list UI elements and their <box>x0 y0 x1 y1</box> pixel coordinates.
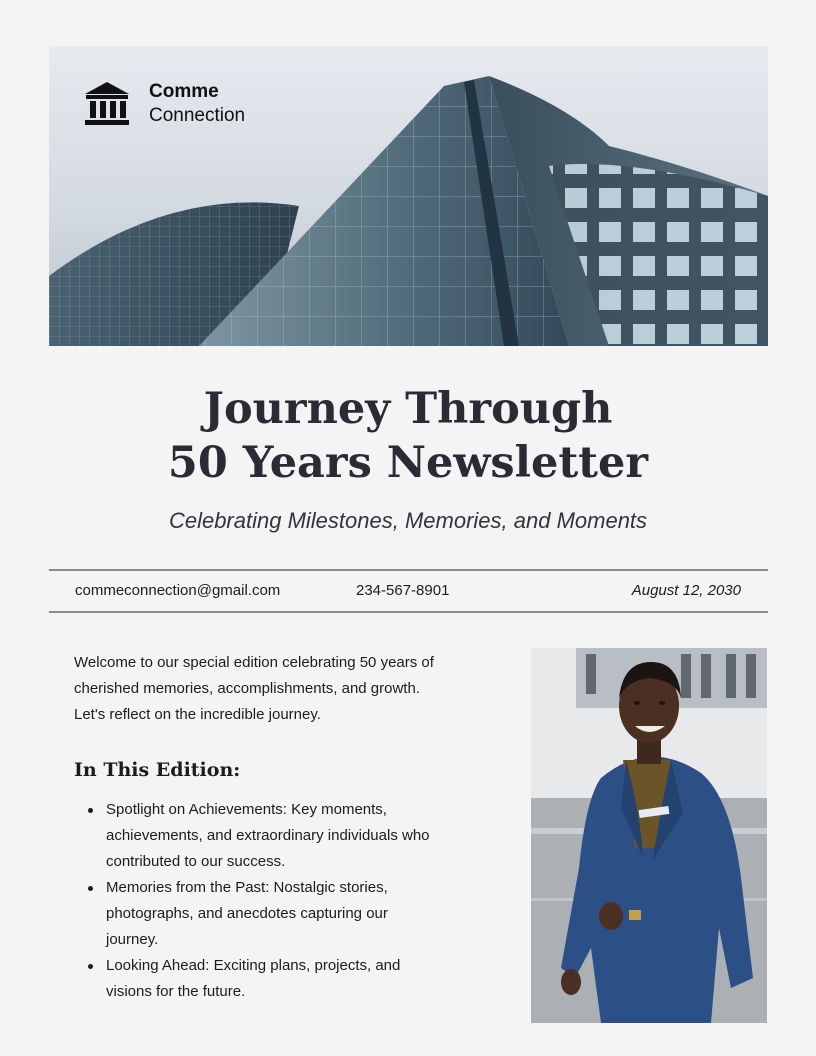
divider-bottom <box>49 611 768 613</box>
brand-name-line1: Comme <box>149 81 219 102</box>
bullet-icon <box>88 886 93 891</box>
list-item-text: Spotlight on Achievements: Key moments, achievements, and extraordinary individuals who contributed to our success. <box>106 801 430 870</box>
bullet-icon <box>88 964 93 969</box>
newsletter-title <box>0 382 816 490</box>
list-item <box>74 875 434 953</box>
bullet-icon <box>88 808 93 813</box>
title-line2: 50 Years Newsletter <box>167 438 649 488</box>
list-item <box>74 953 434 1005</box>
contact-phone[interactable]: 234-567-8901 <box>356 582 450 599</box>
list-item-text: Looking Ahead: Exciting plans, projects, and visions for the future. <box>106 957 401 1000</box>
brand-name <box>149 80 245 128</box>
edition-list <box>74 797 434 1005</box>
intro-paragraph: Welcome to our special edition celebrating 50 years of cherished memories, accomplishments, and growth. Let's reflect on the incredible journey. <box>74 654 434 723</box>
list-item-text: Memories from the Past: Nostalgic stories, photographs, and anecdotes capturing our journey. <box>106 879 388 948</box>
bank-building-icon <box>83 80 131 128</box>
edition-heading: In This Edition: <box>74 759 241 781</box>
portrait-photo <box>531 648 767 1023</box>
issue-date: August 12, 2030 <box>631 582 741 599</box>
brand-logo[interactable] <box>83 80 245 128</box>
contact-email[interactable]: commeconnection@gmail.com <box>75 582 281 599</box>
list-item <box>74 797 434 875</box>
brand-name-line2: Connection <box>149 105 246 126</box>
title-line1: Journey Through <box>203 384 613 434</box>
newsletter-subtitle: Celebrating Milestones, Memories, and Moments <box>168 508 648 533</box>
divider-top <box>49 569 768 571</box>
